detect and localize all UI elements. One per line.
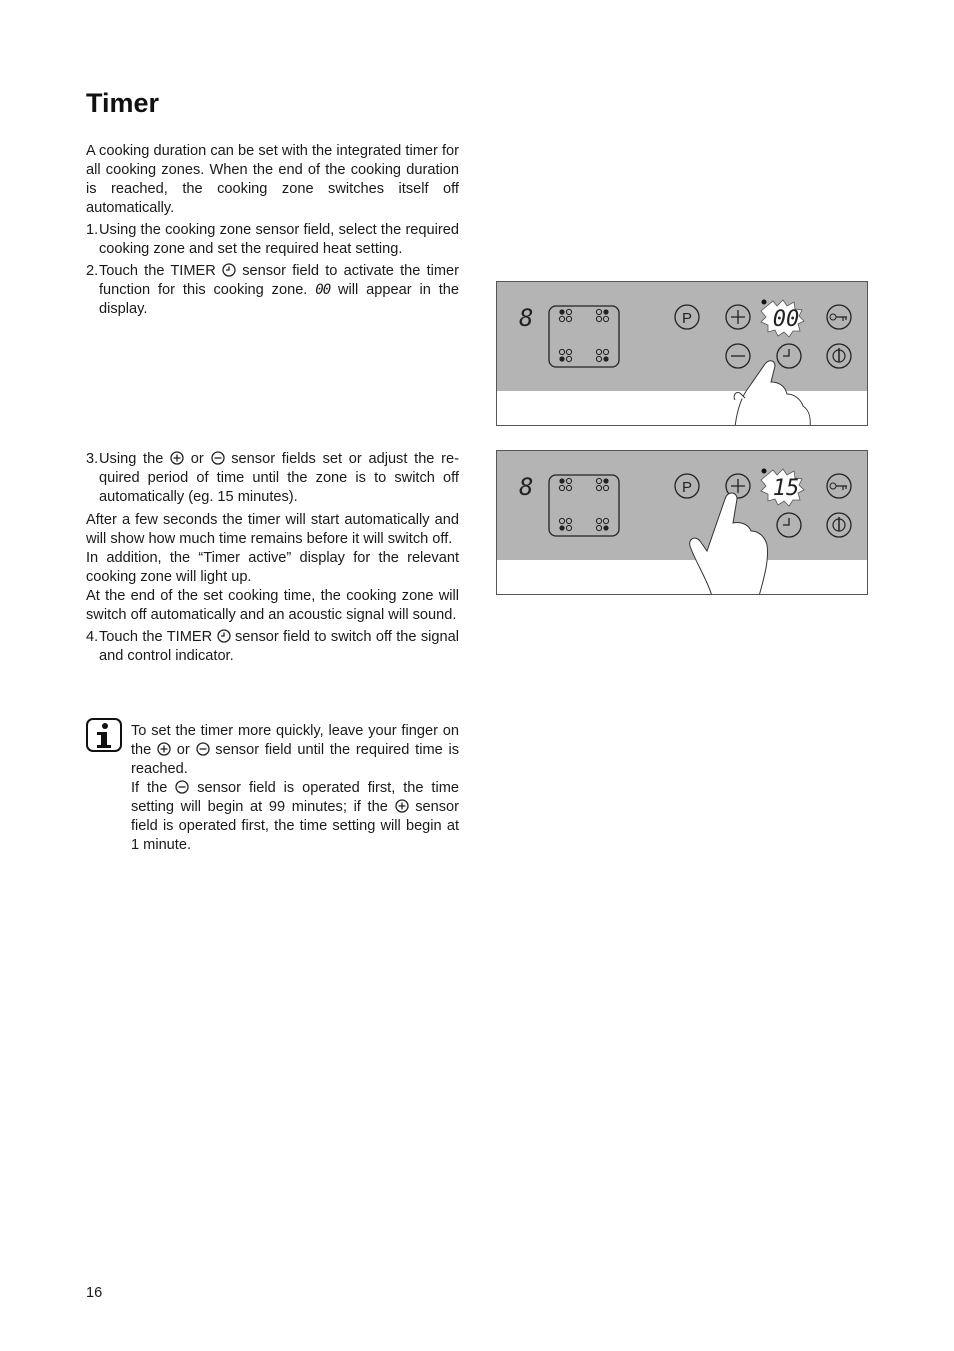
step-1-number: 1. bbox=[86, 222, 99, 238]
plus-icon bbox=[157, 742, 171, 756]
note-1 bbox=[131, 722, 459, 779]
addition-paragraph: In addition, the “Timer active” display for the relevant cooking zone will light up. bbox=[86, 550, 459, 585]
intro-paragraph: A cooking duration can be set with the integrated timer for all cooking zones. When the end of the cooking duration is reached, the cooking zone switches itself off automatically. bbox=[86, 143, 459, 216]
step-4-text-a: Touch the TIMER bbox=[99, 629, 213, 645]
step-3-text-a: Using the bbox=[99, 451, 164, 467]
plus-icon bbox=[170, 451, 184, 465]
step-2-text-c: will appear in the display. bbox=[99, 282, 460, 317]
end-paragraph: At the end of the set cooking time, the cooking zone will switch off automatically and an acoustic signal will sound. bbox=[86, 588, 459, 623]
info-note bbox=[131, 722, 459, 855]
zone-display: 8 bbox=[519, 304, 534, 332]
step-2-text-a: Touch the TIMER bbox=[99, 263, 216, 279]
timer-display-value: 00 bbox=[315, 282, 331, 298]
step-4-text-b: sensor field to switch off the signal and control indicator. bbox=[99, 629, 460, 664]
page-number: 16 bbox=[86, 1285, 103, 1301]
after-paragraph: After a few seconds the timer will start automatically and will show how much time remains before it will switch off. bbox=[86, 512, 459, 547]
step-3-number: 3. bbox=[86, 451, 99, 467]
note-2-text-b: sensor field is operated first, the time setting will begin at 99 minutes; if the bbox=[131, 780, 459, 815]
minus-icon bbox=[175, 780, 189, 794]
control-panel-illustration-2 bbox=[496, 450, 868, 595]
note-1-text-a: To set the timer more quickly, leave your finger on the bbox=[131, 723, 459, 758]
control-panel-drawing bbox=[497, 282, 868, 426]
page-title: Timer bbox=[86, 88, 160, 118]
control-panel-illustration-1 bbox=[496, 281, 868, 426]
step-3 bbox=[86, 450, 459, 507]
timer-display-text: 00 bbox=[772, 307, 800, 332]
note-2-text-c: sensor field is operated first, the time setting will begin at 1 minute. bbox=[131, 799, 460, 853]
step-1 bbox=[86, 221, 459, 259]
step-2-text-b: sensor field to activate the timer function for this cooking zone. bbox=[99, 263, 460, 298]
timer-icon bbox=[217, 629, 231, 643]
step-3-text-b: sensor fields set or adjust the required period of time until the zone is to switch off automatically (eg. 15 minutes). bbox=[99, 451, 459, 505]
instructions-column-2 bbox=[86, 450, 459, 666]
timer-display-text: 15 bbox=[772, 476, 800, 501]
p-button-label: P bbox=[681, 479, 693, 496]
plus-icon bbox=[395, 799, 409, 813]
note-2 bbox=[131, 779, 459, 855]
control-panel-drawing bbox=[497, 451, 868, 595]
zone-display: 8 bbox=[519, 473, 534, 501]
step-2-number: 2. bbox=[86, 263, 99, 279]
p-button-label: P bbox=[681, 310, 693, 327]
step-4-number: 4. bbox=[86, 629, 99, 645]
note-1-or: or bbox=[176, 742, 190, 758]
step-4 bbox=[86, 628, 459, 666]
instructions-column bbox=[86, 142, 459, 319]
minus-icon bbox=[196, 742, 210, 756]
minus-icon bbox=[211, 451, 225, 465]
timer-icon bbox=[222, 263, 236, 277]
step-1-text: Using the cooking zone sensor field, select the required cooking zone and set the required heat setting. bbox=[99, 222, 459, 257]
info-icon bbox=[86, 718, 122, 752]
note-1-text-b: sensor field until the required time is reached. bbox=[131, 742, 460, 777]
note-2-text-a: If the bbox=[131, 780, 168, 796]
step-2 bbox=[86, 262, 459, 319]
step-3-or: or bbox=[190, 451, 204, 467]
